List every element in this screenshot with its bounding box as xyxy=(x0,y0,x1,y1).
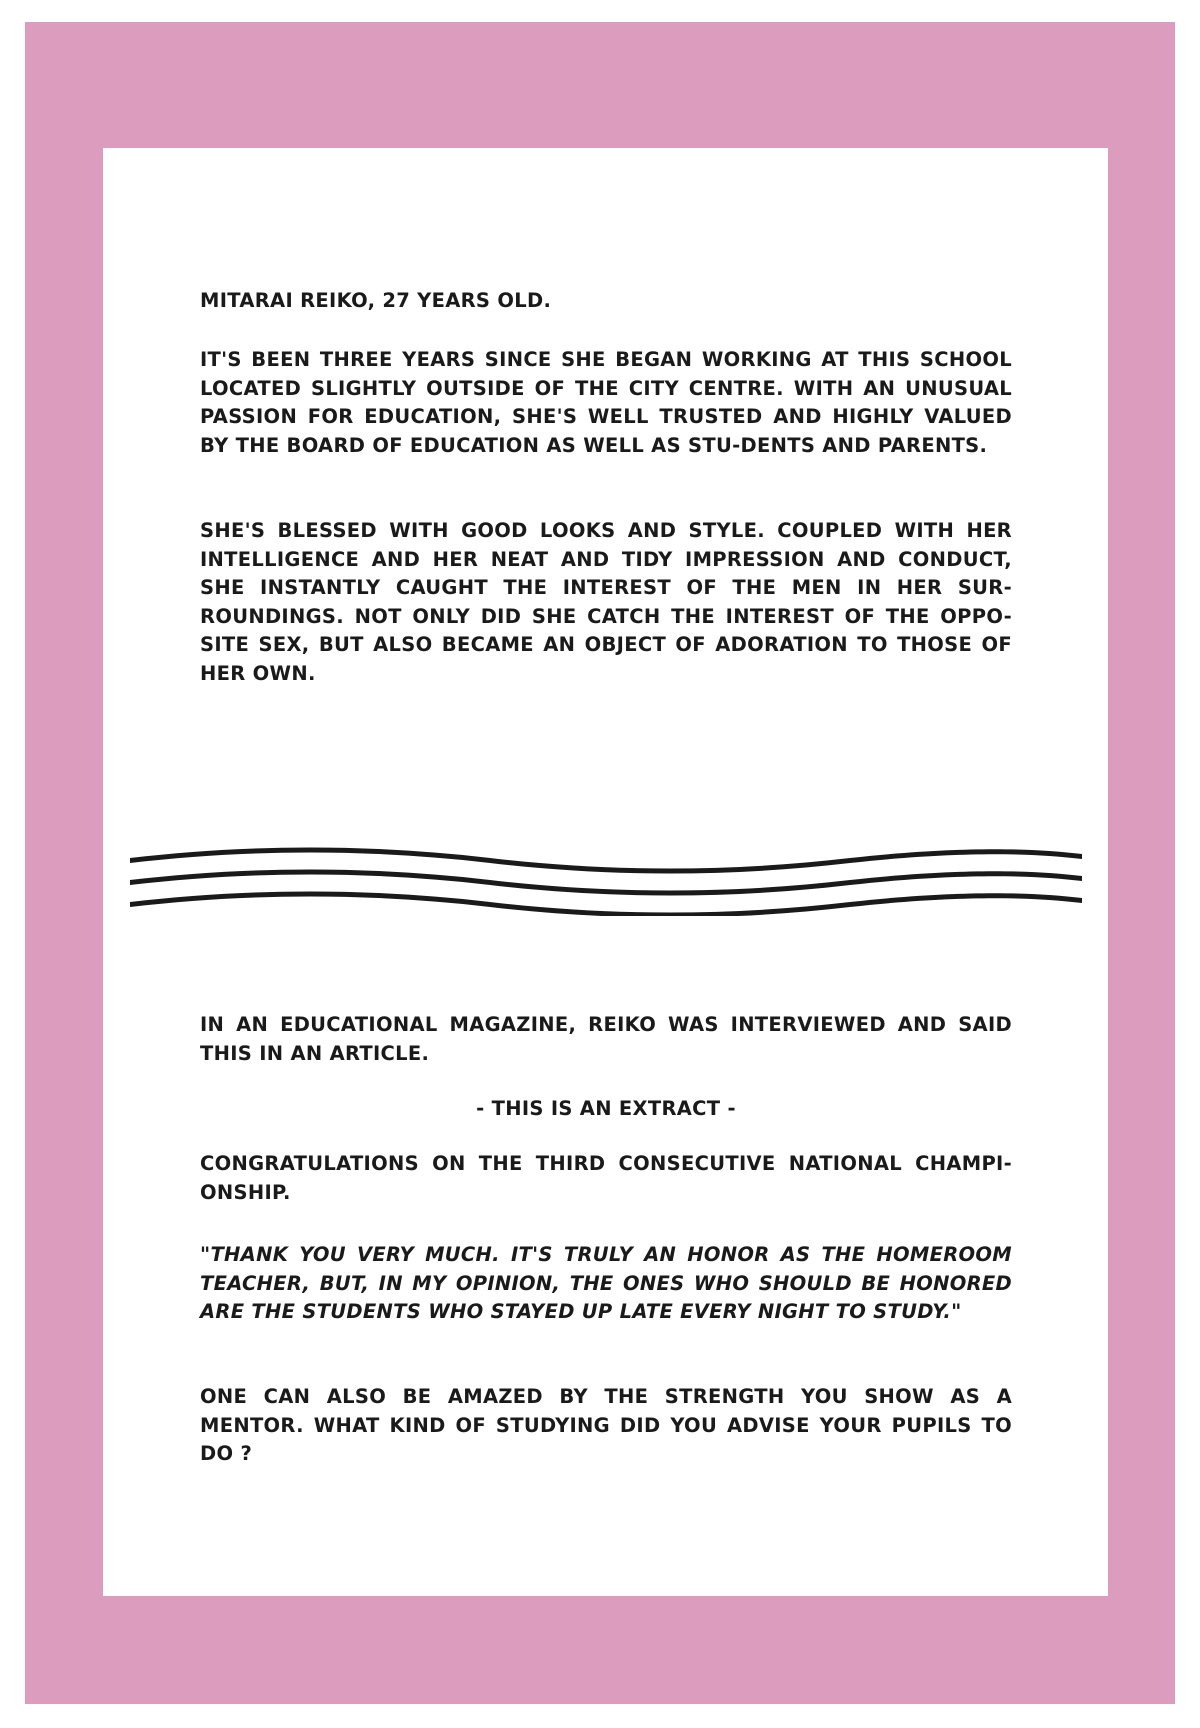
wavy-lines-divider-icon xyxy=(130,846,1082,916)
character-title: MITARAI REIKO, 27 YEARS OLD. xyxy=(200,289,552,312)
interview-answer-1: "THANK YOU VERY MUCH. IT'S TRULY AN HONOR AS THE HOMEROOM TEACHER, BUT, IN MY OPINION, THE ONES WHO SHOULD BE HONORED ARE THE STUDENTS WHO STAYED UP LATE EVERY NIGHT TO STUDY." xyxy=(200,1243,1012,1323)
interview-question-2: ONE CAN ALSO BE AMAZED BY THE STRENGTH YOU SHOW AS A MENTOR. WHAT KIND OF STUDYING DID YOU ADVISE YOUR PUPILS TO DO ? xyxy=(200,1385,1012,1465)
intro-paragraph-2: SHE'S BLESSED WITH GOOD LOOKS AND STYLE. COUPLED WITH HER INTELLIGENCE AND HER NEAT AND TIDY IMPRESSION AND CONDUCT, SHE INSTANTLY CAUGHT THE INTEREST OF THE MEN IN HER SUR-ROUNDINGS. NOT ONLY DID SHE CATCH THE INTEREST OF THE OPPO-SITE SEX, BUT ALSO BECAME AN OBJECT OF ADORATION TO THOSE OF HER OWN. xyxy=(200,519,1012,685)
interview-question-1: CONGRATULATIONS ON THE THIRD CONSECUTIVE NATIONAL CHAMPI-ONSHIP. xyxy=(200,1152,1012,1204)
extract-label: - THIS IS AN EXTRACT - xyxy=(476,1097,736,1120)
intro-paragraph-1: IT'S BEEN THREE YEARS SINCE SHE BEGAN WORKING AT THIS SCHOOL LOCATED SLIGHTLY OUTSIDE OF THE CITY CENTRE. WITH AN UNUSUAL PASSION FOR EDUCATION, SHE'S WELL TRUSTED AND HIGHLY VALUED BY THE BOARD OF EDUCATION AS WELL AS STU-DENTS AND PARENTS. xyxy=(200,348,1012,457)
interview-intro: IN AN EDUCATIONAL MAGAZINE, REIKO WAS INTERVIEWED AND SAID THIS IN AN ARTICLE. xyxy=(200,1013,1012,1065)
